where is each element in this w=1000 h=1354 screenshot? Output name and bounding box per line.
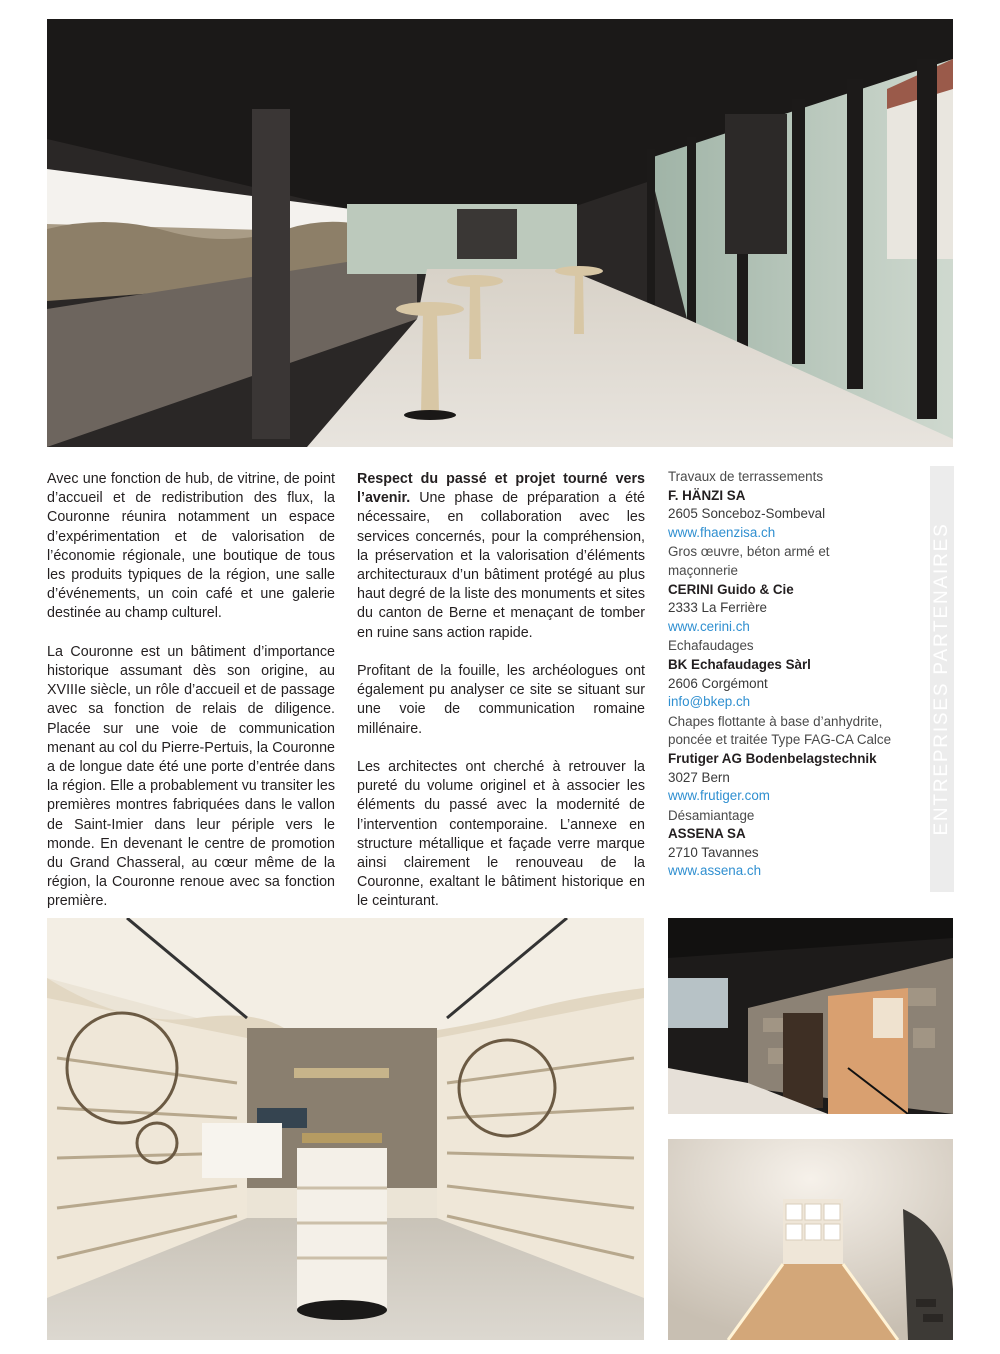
partner-address: 3027 Bern [668, 769, 730, 785]
photo-cellar [668, 1139, 953, 1340]
column2-paragraph-2: Profitant de la fouille, les archéologues ont également pu analyser ce site se situant sur une voie de communication romaine millénaire. [357, 663, 645, 737]
partner-entry [668, 468, 923, 542]
partner-category: Echafaudages [668, 638, 754, 654]
partner-link[interactable]: www.fhaenzisa.ch [668, 524, 776, 540]
partner-entry [668, 713, 923, 806]
partner-link[interactable]: www.assena.ch [668, 863, 762, 879]
partner-name: Frutiger AG Bodenbelagstechnik [668, 750, 877, 766]
partner-address: 2605 Sonceboz-Sombeval [668, 506, 826, 522]
partner-link[interactable]: www.frutiger.com [668, 788, 770, 804]
column2-intro: Une phase de préparation a été nécessaire, en collaboration avec les services concernés, pour la compréhension, la préservation et la valorisation d’éléments architecturaux d’un bâtiment protégé au plus haut degré de la liste des monuments et sites du canton de Berne et menaçant de tomber en ruine sans action rapide. [357, 490, 645, 641]
photo-shop [47, 918, 644, 1340]
photo-hall [47, 19, 953, 447]
column2-paragraph-1 [357, 470, 645, 643]
partner-address: 2606 Corgémont [668, 675, 768, 691]
partner-link[interactable]: www.cerini.ch [668, 618, 750, 634]
partner-address: 2333 La Ferrière [668, 600, 767, 616]
partner-entry [668, 543, 923, 636]
partner-link[interactable]: info@bkep.ch [668, 694, 751, 710]
partner-entry [668, 807, 923, 881]
article-column-1 [47, 470, 335, 931]
partner-entry [668, 637, 923, 711]
partner-name: CERINI Guido & Cie [668, 581, 794, 597]
column2-paragraph-3: Les architectes ont cherché à retrouver la pureté du volume originel et à associer les éléments du passé avec la modernité de l’intervention contemporaine. L’annexe en structure métallique et façade verre marque ainsi clairement le renouveau de la Couronne, exaltant le bâtiment historique en le ceinturant. [357, 759, 645, 910]
column2-heading: Respect du passé et projet tourné vers l’avenir. [357, 471, 645, 507]
partner-name: ASSENA SA [668, 826, 746, 842]
partners-sidebar-title: ENTREPRISES PARTENAIRES [931, 522, 952, 836]
partner-category: Travaux de terrassements [668, 469, 824, 484]
partners-sidebar [930, 466, 954, 892]
partner-name: F. HÄNZI SA [668, 487, 746, 503]
article-column-2 [357, 470, 645, 931]
partner-category: Chapes flottante à base d’anhydrite, poncée et traitée Type FAG-CA Calce [668, 713, 892, 748]
column1-paragraph-1: Avec une fonction de hub, de vitrine, de point d’accueil et de redistribution des flux, la Couronne réunira notamment un espace d’expérimentation et de valorisation de l’économie régionale, une boutique de tous les produits typiques de la région, une salle d’événements, un coin café et une galerie destinée au champ culturel. [47, 471, 335, 622]
column1-paragraph-2: La Couronne est un bâtiment d’importance historique assumant dès son origine, au XVIIIe siècle, un rôle d’accueil et de passage avec sa fonction de relais de diligence. Placée sur une voie de communication menant au col du Pierre-Pertuis, la Couronne a de longue date été une porte d’entrée dans la région. Elle a probablement vu transiter les premières montres fabriquées dans le vallon de Saint-Imier dans leur périple vers le monde. En devenant le centre de promotion du Grand Chasseral, au cœur même de la région, la Couronne renoue avec sa fonction première. [47, 643, 335, 910]
partner-name: BK Echafaudages Sàrl [668, 656, 811, 672]
partners-list [668, 468, 923, 882]
partner-address: 2710 Tavannes [668, 844, 759, 860]
partner-category: Désamiantage [668, 807, 755, 823]
partner-category: Gros œuvre, béton armé et maçonnerie [668, 544, 830, 578]
photo-vault [668, 918, 953, 1114]
